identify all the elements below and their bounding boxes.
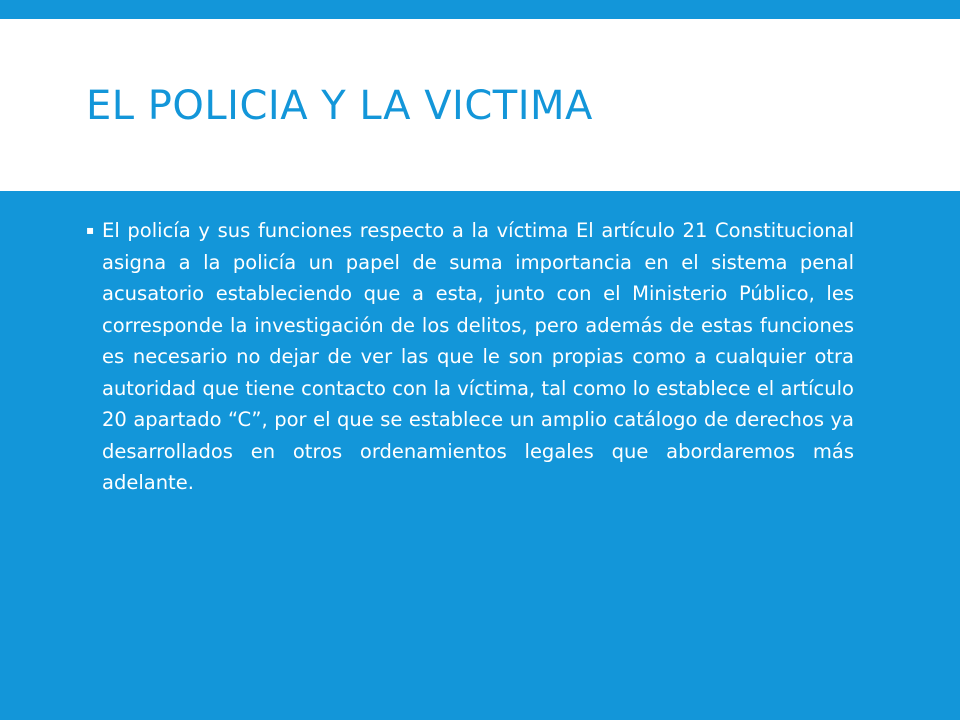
- bullet-text: El policía y sus funciones respecto a la víctima El artículo 21 Constitucional asigna a la policía un papel de suma importancia en el sistema penal acusatorio estableciendo que a esta, junto con el Ministerio Público, les corresponde la investigación de los delitos, pero además de estas funciones es necesario no dejar de ver las que le son propias como a cualquier otra autoridad que tiene contacto con la víctima, tal como lo establece el artículo 20 apartado “C”, por el que se establece un amplio catálogo de derechos ya desarrollados en otros ordenamientos legales que abordaremos más adelante.: [102, 219, 854, 494]
- content-area: [0, 191, 960, 720]
- title-area: [0, 19, 960, 191]
- bullet-list: [86, 215, 854, 499]
- top-accent-bar: [0, 0, 960, 19]
- bullet-item: [86, 215, 854, 499]
- slide-title: EL POLICIA Y LA VICTIMA: [86, 83, 593, 129]
- square-bullet-icon: ▪: [86, 223, 95, 237]
